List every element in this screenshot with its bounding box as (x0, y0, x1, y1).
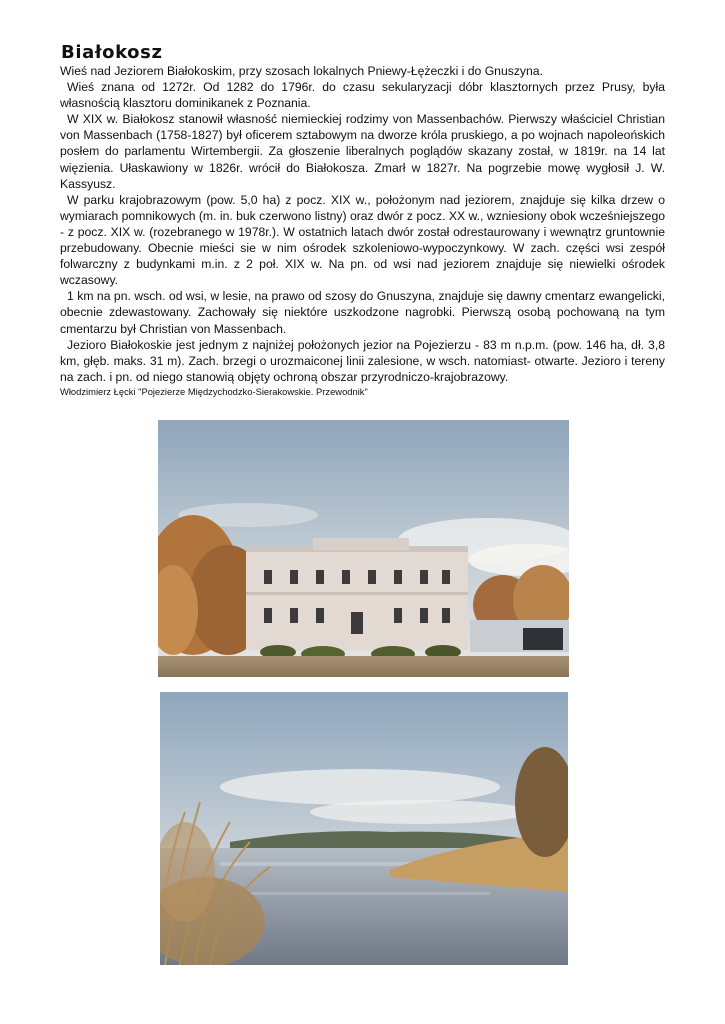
paragraph-cemetery: 1 km na pn. wsch. od wsi, w lesie, na prawo od szosy do Gnuszyna, znajduje się dawny cmentarz ewangelicki, obecnie zdewastowany. Zachowały się niektóre uszkodzone nagrobki. Pierwszą osobą pochowaną na tym cmentarzu był Christian von Massenbach. (60, 289, 665, 336)
paragraph-intro: Wieś nad Jeziorem Białokoskim, przy szosach lokalnych Pniewy-Łężeczki i do Gnuszyna. (60, 64, 543, 78)
paragraph-lake: Jezioro Białokoskie jest jednym z najniżej położonych jezior na Pojezierzu - 83 m n.p.m. (pow. 146 ha, dł. 3,8 km, głęb. maks. 31 m). Zach. brzegi o urozmaiconej linii zalesione, w wsch. natomiast- otwarte. Jezioro i tereny na zach. i pn. od niego stanowią objęty ochroną obszar przyrodniczo-krajobrazowy. (60, 337, 665, 384)
article-body (60, 63, 665, 398)
source-citation: Włodzimierz Łęcki "Pojezierze Międzychodzko-Sierakowskie. Przewodnik" (60, 385, 368, 397)
paragraph-history: Wieś znana od 1272r. Od 1282 do 1796r. do czasu sekularyzacji dóbr klasztornych przez Prusy, była własnością klasztoru dominikanek z Poznania. (60, 80, 665, 111)
lake-photo (160, 692, 568, 965)
manor-house-photo (158, 420, 569, 677)
paragraph-massenbach: W XIX w. Białokosz stanowił własność niemieckiej rodzimy von Massenbachów. Pierwszy właściciel Christian von Massenbach (1758-1827) był oficerem sztabowym na dworze króla pruskiego, a po wojnach napoleońskich posłem do parlamentu Wirtembergii. Za głoszenie liberalnych poglądów skazany został, w 1819r. na 14 lat więzienia. Ułaskawiony w 1826r. wrócił do Białokosza. Zmarł w 1827r. Na pogrzebie mowę wygłosił J. W. Kassyusz. (60, 112, 665, 191)
page-title: Białokosz (61, 42, 163, 63)
paragraph-park: W parku krajobrazowym (pow. 5,0 ha) z pocz. XIX w., położonym nad jeziorem, znajduje się kilka drzew o wymiarach pomnikowych (m. in. buk czerwono listny) oraz dwór z pocz. XX w., wzniesiony obok wcześniejszego - z pocz. XIX w. (rozebranego w 1978r.). W ostatnich latach dwór został odrestaurowany i wewnątrz gruntownie przebudowany. Obecnie mieści sie w nim ośrodek szkoleniowo-wypoczynkowy. W zach. części wsi zespół folwarczny z budynkami m.in. z 2 poł. XIX w. Na pn. od wsi nad jeziorem znajduje się niewielki ośrodek wczasowy. (60, 192, 665, 288)
